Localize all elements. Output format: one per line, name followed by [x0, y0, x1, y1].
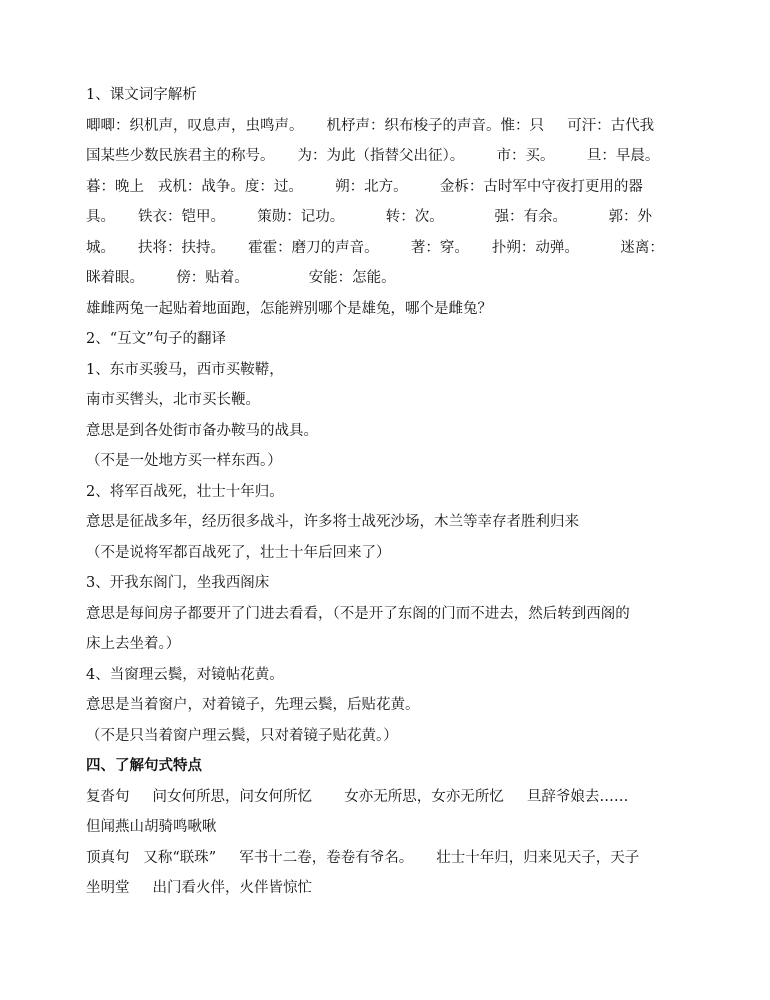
- section-heading-sentence-patterns: 四、了解句式特点: [86, 757, 202, 774]
- paragraph-line: 1、东市买骏马，西市买鞍鞯，: [86, 361, 284, 378]
- paragraph-line: 具。 铁衣：铠甲。 策勋：记功。 转：次。 强：有余。 郭：外: [86, 209, 652, 225]
- paragraph-line: 2、将军百战死，壮士十年归。: [86, 483, 284, 500]
- paragraph-line: （不是一处地方买一样东西。）: [86, 453, 282, 469]
- paragraph-line: 顶真句 又称“联珠” 军书十二卷，卷卷有爷名。 壮士十年归，归来见天子，天子: [86, 849, 640, 866]
- paragraph-line: 但闻燕山胡骑鸣啾啾: [86, 819, 217, 835]
- paragraph-line: （不是只当着窗户理云鬓，只对着镜子贴花黄。）: [86, 727, 398, 744]
- paragraph-line: 城。 扶将：扶持。 霍霍：磨刀的声音。 著：穿。 扑朔：动弹。 迷离：: [86, 239, 664, 256]
- paragraph-line: 复沓句 问女何所思，问女何所忆 女亦无所思，女亦无所忆 旦辞爷娘去……: [86, 788, 629, 805]
- paragraph-line: （不是说将军都百战死了，壮士十年后回来了）: [86, 544, 391, 561]
- paragraph-line: 唧唧：织机声，叹息声，虫鸣声。 机杼声：织布梭子的声音。惟：只 可汗：古代我: [86, 117, 655, 134]
- paragraph-line: 4、当窗理云鬓，对镜帖花黄。: [86, 666, 284, 683]
- section-heading-translation: 2、“互文”句子的翻译: [86, 331, 227, 347]
- paragraph-line: 床上去坐着。）: [86, 636, 181, 652]
- paragraph-line: 眯着眼。 傍：贴着。 安能：怎能。: [86, 270, 396, 286]
- paragraph-line: 坐明堂 出门看火伴，火伴皆惊忙: [86, 880, 313, 896]
- paragraph-line: 意思是每间房子都要开了门进去看看，（不是开了东阁的门而不进去，然后转到西阁的: [86, 605, 630, 622]
- paragraph-line: 暮：晚上 戎机：战争。度：过。 朔：北方。 金柝：古时军中守夜打更用的器: [86, 178, 643, 195]
- paragraph-line: 意思是当着窗户，对着镜子，先理云鬓，后贴花黄。: [86, 697, 420, 713]
- section-heading-vocabulary: 1、课文词字解析: [86, 87, 197, 103]
- paragraph-line: 国某些少数民族君主的称号。 为：为此（指替父出征）。 市：买。 旦：早晨。: [86, 148, 660, 164]
- paragraph-line: 意思是征战多年，经历很多战斗，许多将士战死沙场，木兰等幸存者胜利归来: [86, 514, 579, 530]
- paragraph-line: 雄雌两兔一起贴着地面跑，怎能辨别哪个是雄兔，哪个是雌兔？: [86, 300, 492, 317]
- paragraph-line: 意思是到各处街市备办鞍马的战具。: [86, 422, 318, 439]
- paragraph-line: 3、开我东阁门，坐我西阁床: [86, 575, 270, 591]
- paragraph-line: 南市买辔头，北市买长鞭。: [86, 392, 260, 408]
